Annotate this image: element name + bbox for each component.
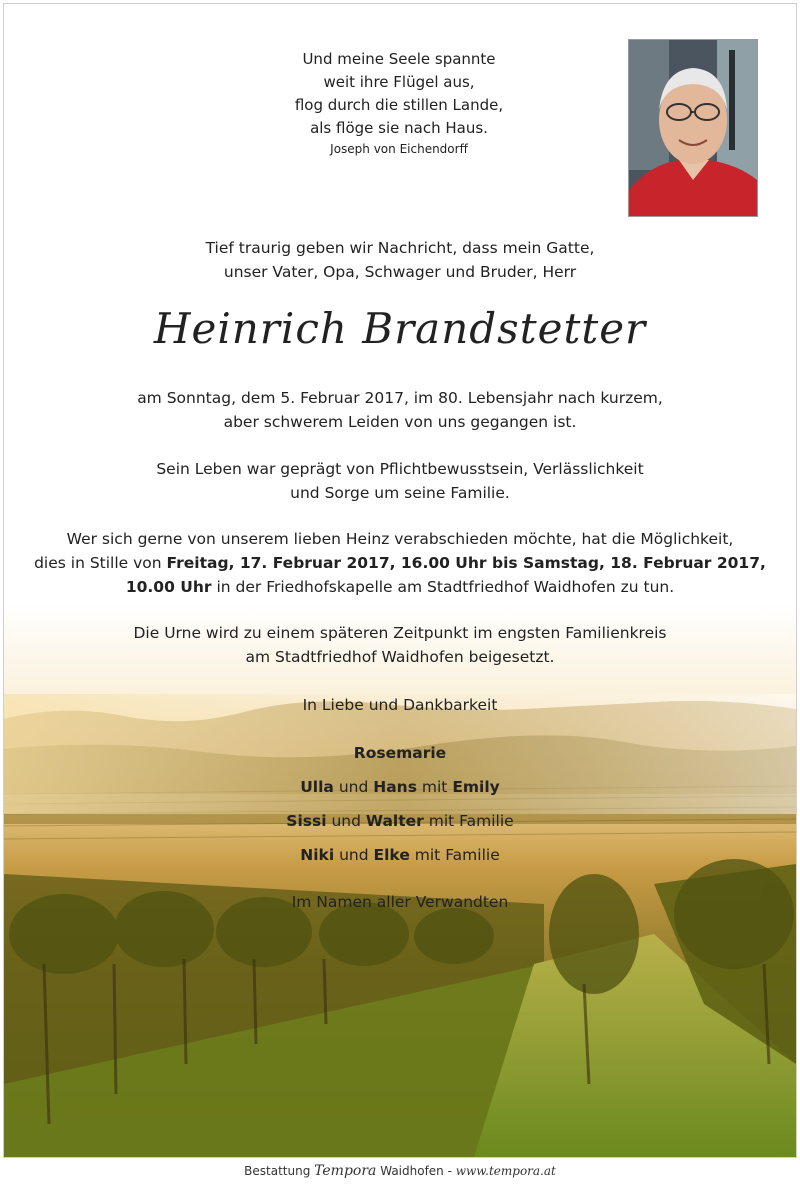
closing-text: In Liebe und Dankbarkeit [302,696,498,714]
deceased-name: Heinrich Brandstetter [153,304,647,353]
farewell-text: Wer sich gerne von unserem lieben Heinz verabschieden möchte, hat die Möglichkeit, dies in Stille von Freitag, 17. Februar 2017, 16.00 Uhr bis Samstag, 18. Februar 2017, 10.00 Uhr in der Friedhofskapelle am Stadtfriedhof Waidhofen zu tun. [34,530,766,596]
footer: Bestattung Tempora Waidhofen - www.tempora.at [244,1163,556,1179]
poem-line: weit ihre Flügel aus, [323,73,475,91]
poem-line: Und meine Seele spannte [302,50,496,68]
poem-line: flog durch die stillen Lande, [294,96,504,114]
family-rosemarie: Rosemarie [353,744,447,762]
poem [204,48,594,158]
content [4,4,796,1157]
relatives-text: Im Namen aller Verwandten [291,893,509,911]
family-niki: Niki und Elke mit Familie [300,846,500,864]
intro-text: Tief traurig geben wir Nachricht, dass mein Gatte, unser Vater, Opa, Schwager und Bruder, Herr [205,239,595,281]
website-link[interactable]: www.tempora.at [455,1164,556,1178]
obituary-card [3,3,797,1158]
family-sissi: Sissi und Walter mit Familie [286,812,514,830]
farewell-time: 10.00 Uhr [125,578,212,596]
urn-text: Die Urne wird zu einem späteren Zeitpunkt im engsten Familienkreis am Stadtfriedhof Waidhofen beigesetzt. [133,624,667,666]
poem-author: Joseph von Eichendorff [330,142,468,156]
portrait-photo [628,39,758,217]
family-ulla: Ulla und Hans mit Emily [300,778,500,796]
death-notice: am Sonntag, dem 5. Februar 2017, im 80. Lebensjahr nach kurzem, aber schwerem Leiden von uns gegangen ist. [137,389,663,431]
life-text: Sein Leben war geprägt von Pflichtbewusstsein, Verlässlichkeit und Sorge um seine Familie. [156,460,644,502]
poem-line: als flöge sie nach Haus. [310,119,488,137]
farewell-dates: Freitag, 17. Februar 2017, 16.00 Uhr bis Samstag, 18. Februar 2017, [166,554,766,572]
brand-name: Tempora [314,1163,377,1179]
